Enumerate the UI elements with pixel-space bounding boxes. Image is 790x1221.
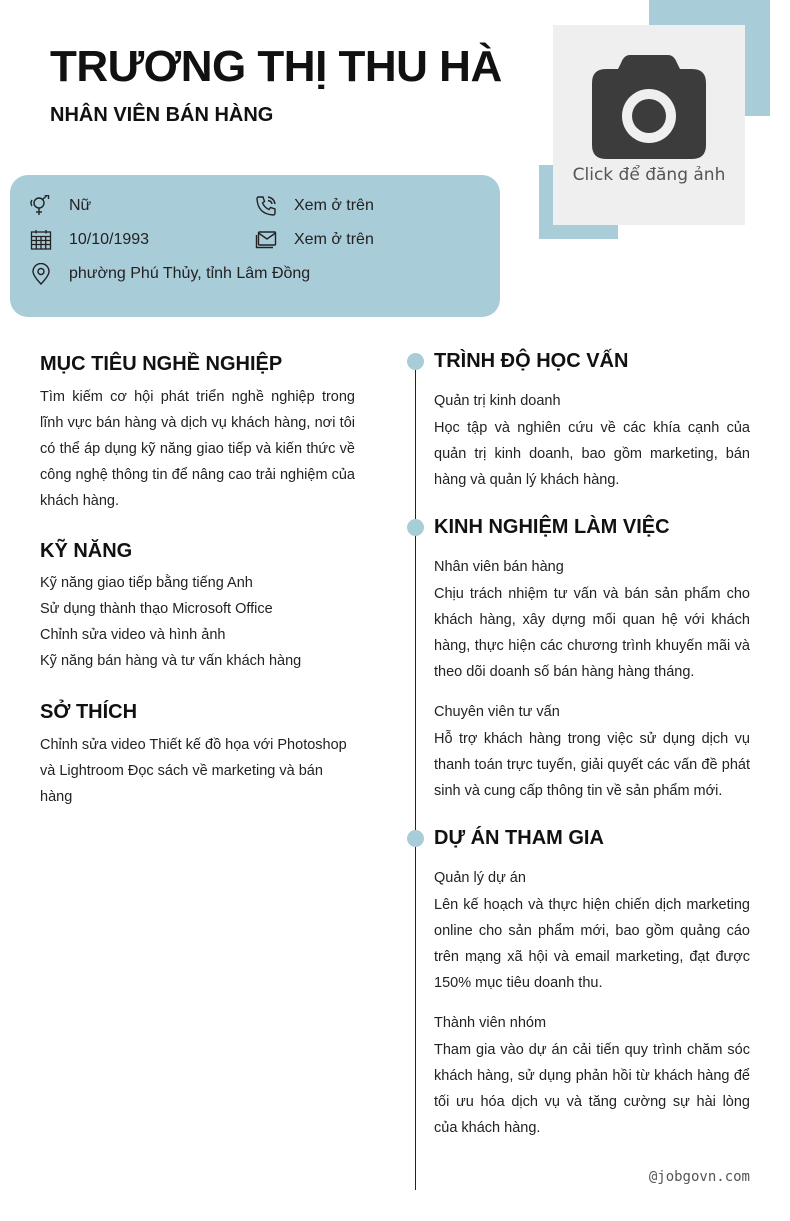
email-value: Xem ở trên — [294, 231, 374, 248]
mail-icon — [255, 229, 277, 251]
photo-upload-area[interactable] — [553, 25, 745, 225]
skills-heading: KỸ NĂNG — [40, 540, 133, 562]
timeline-dot-education — [407, 353, 424, 370]
birthday-item — [30, 229, 149, 251]
birthday-value: 10/10/1993 — [69, 231, 150, 248]
gender-item — [30, 195, 91, 217]
hobbies-text: Chỉnh sửa video Thiết kế đồ họa với Photoshop và Lightroom Đọc sách về marketing và bán hàng — [40, 737, 347, 805]
objective-heading: MỤC TIÊU NGHỀ NGHIỆP — [40, 353, 283, 375]
address-item — [30, 263, 310, 285]
timeline-dot-projects — [407, 830, 424, 847]
skill-item: Kỹ năng bán hàng và tư vấn khách hàng — [40, 653, 302, 669]
experience-heading: KINH NGHIỆM LÀM VIỆC — [434, 516, 670, 538]
skill-item: Kỹ năng giao tiếp bằng tiếng Anh — [40, 575, 253, 591]
calendar-icon — [30, 229, 52, 251]
project-text: Lên kế hoạch và thực hiện chiến dịch marketing online cho sản phẩm mới, bao gồm quảng cáo trên mạng xã hội và email marketing, đạt được 150% mục tiêu doanh thu. — [434, 897, 750, 991]
skill-item: Chỉnh sửa video và hình ảnh — [40, 627, 226, 643]
project-subtitle: Quản lý dự án — [434, 870, 526, 886]
job-title: NHÂN VIÊN BÁN HÀNG — [50, 104, 274, 126]
objective-text: Tìm kiếm cơ hội phát triển nghề nghiệp trong lĩnh vực bán hàng và dịch vụ khách hàng, nơi tôi có thể áp dụng kỹ năng giao tiếp và kiến thức về công nghệ thông tin để nâng cao trải nghiệm của khách hàng. — [40, 389, 355, 509]
hobbies-heading: SỞ THÍCH — [40, 701, 138, 723]
experience-subtitle: Nhân viên bán hàng — [434, 559, 564, 575]
location-pin-icon — [30, 263, 52, 285]
education-text: Học tập và nghiên cứu về các khía cạnh của quản trị kinh doanh, bao gồm marketing, bán hàng và quản lý khách hàng. — [434, 420, 750, 488]
gender-value: Nữ — [69, 197, 92, 214]
gender-icon — [30, 195, 52, 217]
address-value: phường Phú Thủy, tỉnh Lâm Đồng — [69, 265, 311, 282]
photo-upload-label: Click để đăng ảnh — [572, 165, 726, 185]
email-item — [255, 229, 374, 251]
candidate-name: TRƯƠNG THỊ THU HÀ — [50, 42, 502, 91]
experience-subtitle: Chuyên viên tư vấn — [434, 704, 560, 720]
phone-value: Xem ở trên — [294, 197, 374, 214]
project-subtitle: Thành viên nhóm — [434, 1015, 547, 1031]
phone-icon — [255, 195, 277, 217]
phone-item — [255, 195, 374, 217]
project-text: Tham gia vào dự án cải tiến quy trình chăm sóc khách hàng, sử dụng phản hồi từ khách hàng để tối ưu hóa dịch vụ và tăng cường sự hài lòng của khách hàng. — [434, 1042, 750, 1136]
contact-info-box — [10, 175, 500, 317]
watermark: @jobgovn.com — [648, 1169, 750, 1185]
camera-icon — [592, 55, 706, 159]
experience-text: Chịu trách nhiệm tư vấn và bán sản phẩm cho khách hàng, xây dựng mối quan hệ với khách hàng, thực hiện các chương trình khuyến mãi và theo dõi doanh số bán hàng hàng tháng. — [434, 586, 750, 680]
experience-text: Hỗ trợ khách hàng trong việc sử dụng dịch vụ thanh toán trực tuyến, giải quyết các vấn đề phát sinh và cung cấp thông tin về sản phẩm mới. — [434, 731, 750, 799]
skill-item: Sử dụng thành thạo Microsoft Office — [40, 601, 273, 617]
education-subtitle: Quản trị kinh doanh — [434, 393, 561, 409]
timeline-dot-experience — [407, 519, 424, 536]
projects-heading: DỰ ÁN THAM GIA — [434, 827, 604, 849]
timeline-line — [415, 360, 416, 1190]
education-heading: TRÌNH ĐỘ HỌC VẤN — [434, 350, 629, 372]
